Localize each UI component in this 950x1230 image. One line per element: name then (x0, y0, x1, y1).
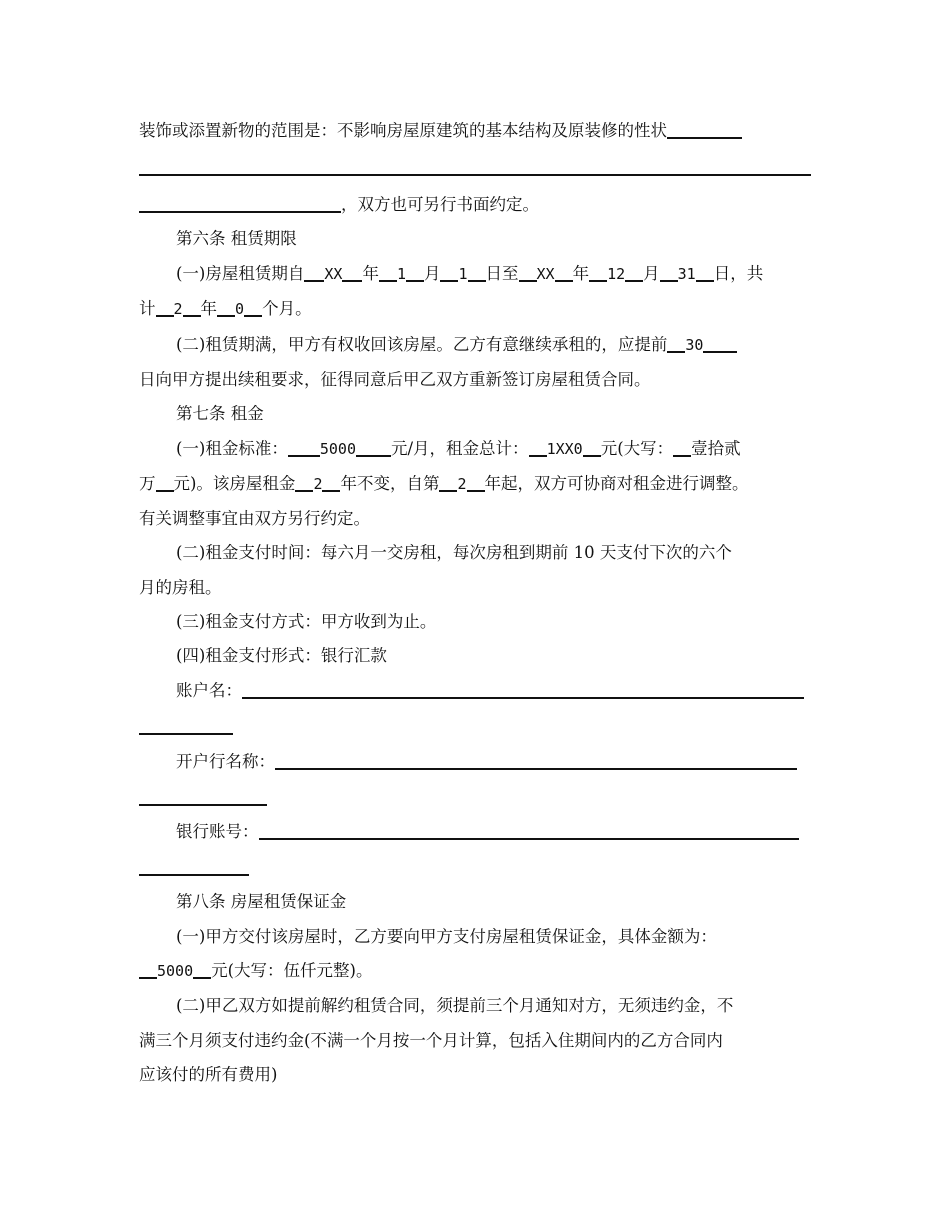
blank-underline (589, 262, 607, 282)
clause-text: 元(大写： (600, 439, 674, 458)
account-name-line (176, 678, 811, 704)
text-line (139, 1028, 811, 1054)
text-line (176, 332, 811, 358)
blank-underline (244, 297, 262, 317)
article-title: 第七条 租金 (176, 404, 264, 423)
blank-underline (468, 262, 486, 282)
term-months-value: 0 (235, 300, 245, 318)
unit-text: 个月。 (262, 299, 312, 318)
text-line (139, 367, 811, 393)
fixed-years-value: 2 (313, 475, 323, 493)
blank-underline (304, 262, 324, 282)
blank-underline (322, 472, 340, 492)
clause-text: 月的房租。 (139, 578, 222, 597)
clause-text: (四)租金支付形式：银行汇款 (176, 646, 387, 665)
bank-name-line (176, 749, 811, 775)
clause-text: 装饰或添置新物的范围是：不影响房屋原建筑的基本结构及原装修的性状 (139, 121, 667, 140)
blank-underline (139, 715, 233, 735)
monthly-rent-value: 5000 (319, 440, 356, 458)
blank-underline (439, 472, 457, 492)
text-line (139, 118, 811, 144)
blank-underline (295, 472, 313, 492)
blank-underline (667, 119, 742, 139)
clause-text: (二)甲乙双方如提前解约租赁合同，须提前三个月通知对方，无须违约金，不 (176, 996, 734, 1015)
clause-text: (一)房屋租赁期自 (176, 264, 305, 283)
clause-text: 元(大写：伍仟元整)。 (211, 961, 373, 980)
blank-underline (625, 262, 643, 282)
blank-underline (467, 472, 485, 492)
clause-text: (二)租金支付时间：每六月一交房租，每次房租到期前 10 天支付下次的六个 (176, 543, 732, 562)
blank-underline (583, 437, 601, 457)
year-end-value: XX (536, 265, 555, 283)
adjust-year-value: 2 (457, 475, 467, 493)
clause-text: ，双方也可另行书面约定。 (341, 195, 539, 214)
clause-text: (二)租赁期满，甲方有权收回该房屋。乙方有意继续承租的，应提前 (176, 335, 668, 354)
blank-underline (660, 262, 678, 282)
text-line (139, 1062, 811, 1088)
blank-underline (555, 262, 573, 282)
blank-underline (275, 750, 797, 770)
clause-text: 万 (139, 474, 156, 493)
term-years-value: 2 (173, 300, 183, 318)
text-line (176, 609, 811, 635)
clause-text: 日向甲方提出续租要求，征得同意后甲乙双方重新签订房屋租赁合同。 (139, 370, 651, 389)
text-line (139, 714, 811, 740)
clause-text: 年不变，自第 (340, 474, 440, 493)
blank-underline (696, 262, 714, 282)
blank-underline (673, 437, 691, 457)
clause-text: 元)。该房屋租金 (173, 474, 296, 493)
text-line (139, 575, 811, 601)
clause-text: 年起，双方可协商对租金进行调整。 (484, 474, 749, 493)
blank-underline (259, 820, 799, 840)
clause-text: (三)租金支付方式：甲方收到为止。 (176, 612, 437, 631)
clause-text: 计 (139, 299, 156, 318)
blank-underline (288, 437, 320, 457)
text-line (139, 296, 811, 322)
blank-underline (529, 437, 547, 457)
text-line (139, 506, 811, 532)
blank-underline (440, 262, 458, 282)
blank-underline (139, 959, 157, 979)
clause-text: 有关调整事宜由双方另行约定。 (139, 509, 370, 528)
clause-text: (一)租金标准： (176, 439, 288, 458)
blank-underline (356, 437, 391, 457)
year-start-value: XX (324, 265, 343, 283)
blank-underline (156, 472, 174, 492)
blank-underline (139, 856, 249, 876)
blank-underline (139, 156, 811, 176)
text-line (176, 540, 811, 566)
text-line (176, 261, 811, 287)
text-line (139, 471, 811, 497)
field-label: 开户行名称： (176, 752, 275, 771)
blank-underline (193, 959, 211, 979)
text-line (139, 155, 811, 181)
text-line (139, 958, 811, 984)
text-line (176, 993, 811, 1019)
article-title: 第六条 租赁期限 (176, 229, 297, 248)
blank-underline (217, 297, 235, 317)
clause-text: 元/月，租金总计： (391, 439, 529, 458)
blank-underline (519, 262, 537, 282)
blank-underline (342, 262, 362, 282)
blank-underline (139, 786, 267, 806)
blank-underline (667, 333, 685, 353)
day-start-value: 1 (458, 265, 468, 283)
unit-text: 月 (423, 264, 441, 283)
text-line (139, 855, 811, 881)
month-end-value: 12 (607, 265, 626, 283)
text-line (139, 785, 811, 811)
blank-underline (703, 333, 737, 353)
text-line (176, 436, 811, 462)
field-label: 账户名： (176, 681, 242, 700)
deposit-amount-value: 5000 (157, 962, 194, 980)
article-6-title (176, 226, 811, 252)
blank-underline (183, 297, 201, 317)
total-rent-value: 1XX0 (546, 440, 583, 458)
blank-underline (139, 193, 341, 213)
blank-underline (379, 262, 397, 282)
day-end-value: 31 (677, 265, 696, 283)
unit-text: 月 (643, 264, 660, 283)
blank-underline (406, 262, 424, 282)
clause-text: 满三个月须支付违约金(不满一个月按一个月计算，包括入住期间内的乙方合同内 (139, 1031, 723, 1050)
unit-text: 年 (200, 299, 218, 318)
field-label: 银行账号： (176, 822, 259, 841)
article-8-title (176, 889, 811, 915)
article-7-title (176, 401, 811, 427)
text-line (139, 192, 811, 218)
unit-text: 年 (362, 264, 379, 283)
account-number-line (176, 819, 811, 845)
text-line (176, 924, 811, 950)
blank-underline (242, 679, 804, 699)
unit-text: 年 (572, 264, 590, 283)
month-start-value: 1 (396, 265, 406, 283)
unit-text: 日，共 (713, 264, 764, 283)
text-line (176, 643, 811, 669)
notice-days-value: 30 (685, 336, 704, 354)
unit-text: 日至 (485, 264, 519, 283)
clause-text: 应该付的所有费用) (139, 1065, 278, 1084)
total-rent-uppercase: 壹拾贰 (691, 439, 741, 458)
clause-text: (一)甲方交付该房屋时，乙方要向甲方支付房屋租赁保证金，具体金额为： (176, 927, 717, 946)
blank-underline (156, 297, 174, 317)
article-title: 第八条 房屋租赁保证金 (176, 892, 347, 911)
